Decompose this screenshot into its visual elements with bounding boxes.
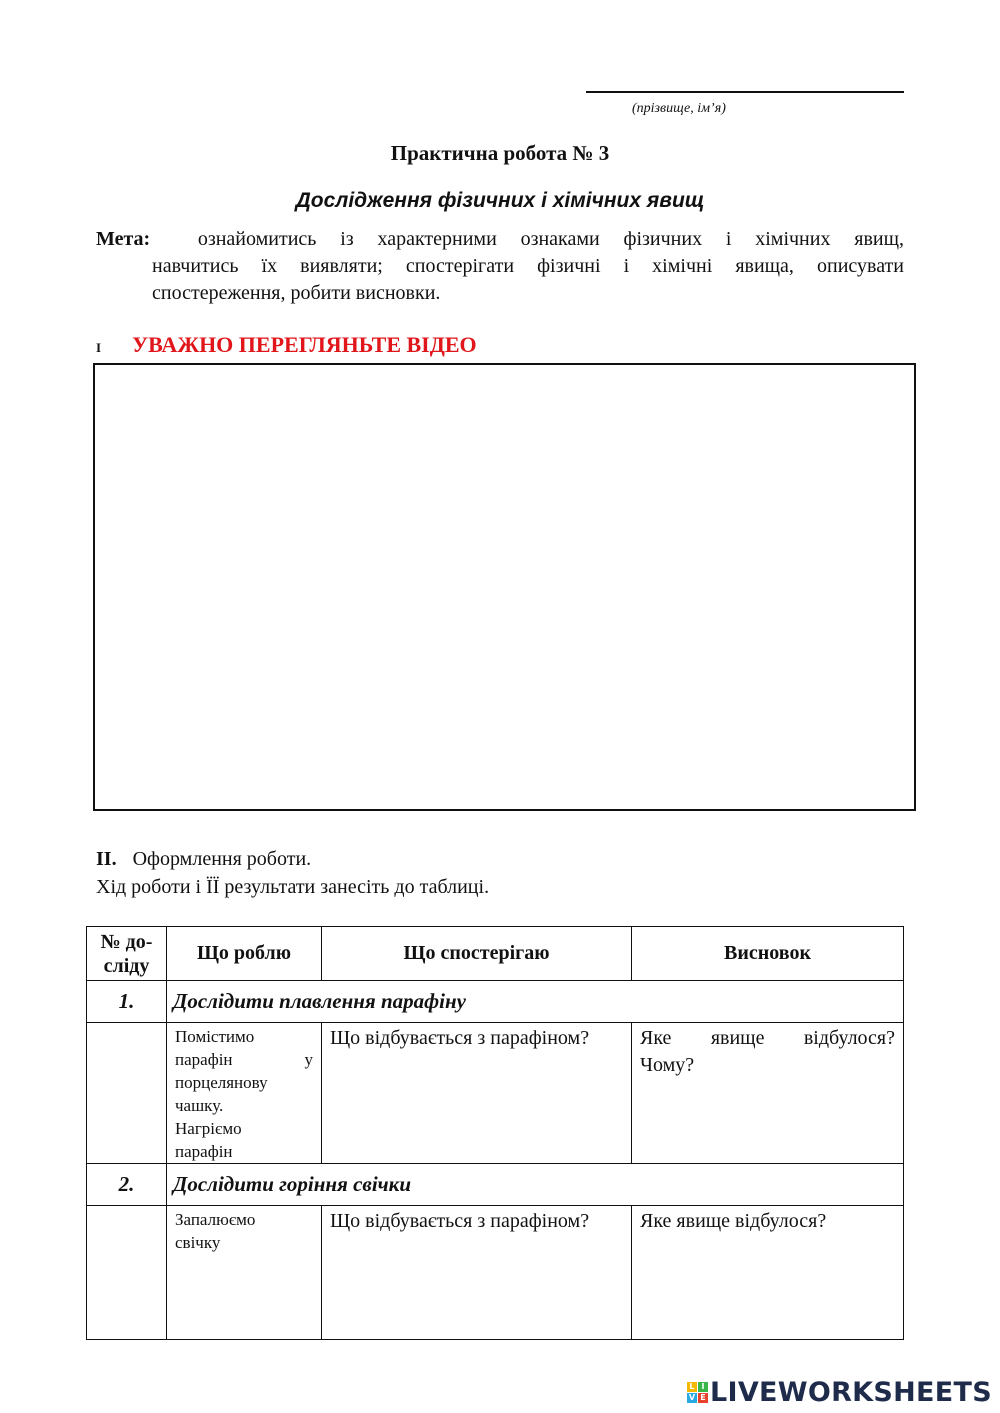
goal-paragraph: [96, 226, 904, 307]
experiment-2-title: Дослідити горіння свічки: [167, 1164, 904, 1206]
header-experiment-number: [87, 927, 167, 981]
experiment-2-title-row: [87, 1164, 904, 1206]
experiment-1-empty-cell: [87, 1023, 167, 1164]
results-table: [86, 926, 904, 1340]
experiment-1-number: 1.: [87, 981, 167, 1023]
experiment-2-do: [167, 1206, 322, 1340]
exp2-do-line-2: свічку: [175, 1233, 221, 1252]
exp2-conclusion-line-1: Яке явище відбулося?: [640, 1210, 827, 1232]
experiment-1-conclusion[interactable]: [632, 1023, 904, 1164]
exp1-conclusion-line-1: Яке явище відбулося?: [640, 1027, 895, 1049]
page-title: Практична робота № 3: [390, 141, 610, 165]
liveworksheets-logo-icon: [687, 1382, 708, 1403]
header-what-i-do: Що роблю: [167, 927, 322, 981]
logo-block-v: V: [688, 1392, 696, 1402]
goal-line-1: ознайомитись із характерними ознаками фізичних і хімічних явищ,: [197, 228, 905, 250]
table-header-row: [87, 927, 904, 981]
section-1-number: I: [96, 340, 102, 355]
header-what-i-observe: Що спостерігаю: [322, 927, 632, 981]
exp1-do-line-1: Помістимо: [175, 1027, 255, 1046]
section-2-instruction: Хід роботи і ЇЇ результати занесіть до таблиці.: [96, 876, 490, 898]
page-subtitle: Дослідження фізичних і хімічних явищ: [295, 189, 705, 212]
header-num-line-2: сліду: [103, 954, 150, 977]
video-player[interactable]: [93, 363, 916, 811]
experiment-1-row: [87, 1023, 904, 1164]
exp1-conclusion-line-2: Чому?: [640, 1054, 695, 1076]
brand-text: LIVEWORKSHEETS: [709, 1376, 992, 1408]
name-underline: [586, 91, 904, 93]
logo-block-l: L: [687, 1382, 697, 1392]
section-1-title: УВАЖНО ПЕРЕГЛЯНЬТЕ ВІДЕО: [132, 332, 477, 357]
experiment-2-conclusion[interactable]: [632, 1206, 904, 1340]
exp1-do-line-2: парафін у: [175, 1050, 313, 1069]
experiment-1-title-row: [87, 981, 904, 1023]
section-2-number: II.: [96, 848, 117, 870]
experiment-2-empty-cell: [87, 1206, 167, 1340]
goal-line-3: спостереження, робити висновки.: [152, 282, 441, 304]
experiment-1-do: [167, 1023, 322, 1164]
goal-line-2: навчитись їх виявляти; спостерігати фізичні і хімічні явища, описувати: [152, 255, 904, 277]
exp2-do-line-1: Запалюємо: [175, 1210, 256, 1229]
header-num-line-1: № до-: [100, 930, 153, 953]
header-conclusion: Висновок: [632, 927, 904, 981]
liveworksheets-logo[interactable]: [687, 1377, 992, 1407]
section-2-title: Оформлення роботи.: [132, 848, 312, 870]
experiment-1-observe[interactable]: Що відбувається з парафіном?: [322, 1023, 632, 1164]
name-caption: (прізвище, ім’я): [632, 101, 726, 116]
exp1-do-line-5: Нагріємо: [175, 1119, 242, 1138]
exp1-do-line-6: парафін: [175, 1142, 233, 1161]
section-2: [96, 845, 489, 901]
exp1-do-line-3: порцелянову: [175, 1073, 268, 1092]
goal-label: Мета:: [96, 228, 151, 250]
experiment-1-title: Дослідити плавлення парафіну: [167, 981, 904, 1023]
experiment-2-number: 2.: [87, 1164, 167, 1206]
logo-block-e: E: [698, 1393, 708, 1403]
logo-block-i: I: [698, 1382, 708, 1392]
exp1-do-line-4: чашку.: [175, 1096, 224, 1115]
experiment-2-observe[interactable]: Що відбувається з парафіном?: [322, 1206, 632, 1340]
experiment-2-row: [87, 1206, 904, 1340]
